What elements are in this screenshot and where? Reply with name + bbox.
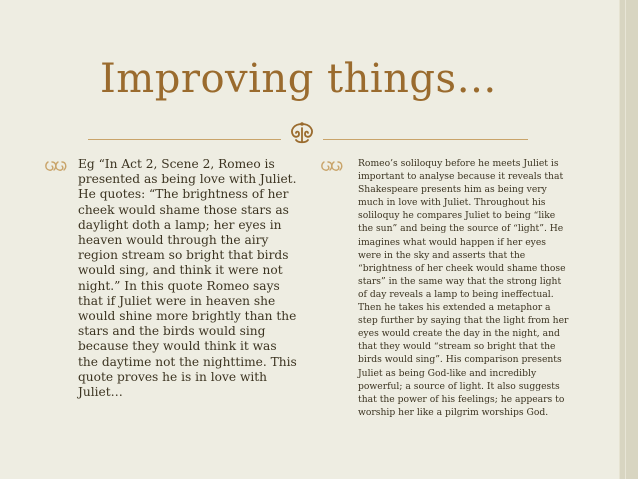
- title-divider: [88, 132, 528, 146]
- left-bullet-item: [44, 157, 300, 400]
- ornament-flourish-icon: [284, 120, 320, 146]
- ornament-bullet-icon: [44, 159, 70, 173]
- right-bullet-item: [320, 157, 572, 419]
- divider-line-right: [323, 139, 528, 140]
- left-bullet-text: Eg “In Act 2, Scene 2, Romeo is presented as being love with Juliet. He quotes: “The brightness of her cheek would shame those stars as daylight doth a lamp; her eyes in heaven would through the airy region stream so bright that birds would sing, and think it were not night.” In this quote Romeo says that if Juliet were in heaven she would shine more brightly than the stars and the birds would sing because they would think it was the daytime not the nighttime. This quote proves he is in love with Juliet…: [78, 157, 297, 400]
- right-bullet-text: Romeo’s soliloquy before he meets Juliet is important to analyse because it reveals that Shakespeare presents him as being very much in love with Juliet. Throughout his soliloquy he compares Juliet to being “like the sun” and being the source of “light”. He imagines what would happen if her eyes were in the sky and asserts that the “brightness of her cheek would shame those stars” in the same way that the strong light of day reveals a lamp to being ineffectual. Then he takes his extended a metaphor a step further by saying that the light from her eyes would create the day in the night, and that they would “stream so bright that the birds would sing”. His comparison presents Juliet as being God-like and incredibly powerful; a source of light. It also suggests that the power of his feelings; he appears to worship her like a pilgrim worships God.: [358, 158, 569, 418]
- divider-line-left: [88, 139, 281, 140]
- slide-title: Improving things…: [100, 56, 498, 102]
- ornament-bullet-icon: [320, 159, 346, 173]
- slide-right-border: [619, 0, 638, 479]
